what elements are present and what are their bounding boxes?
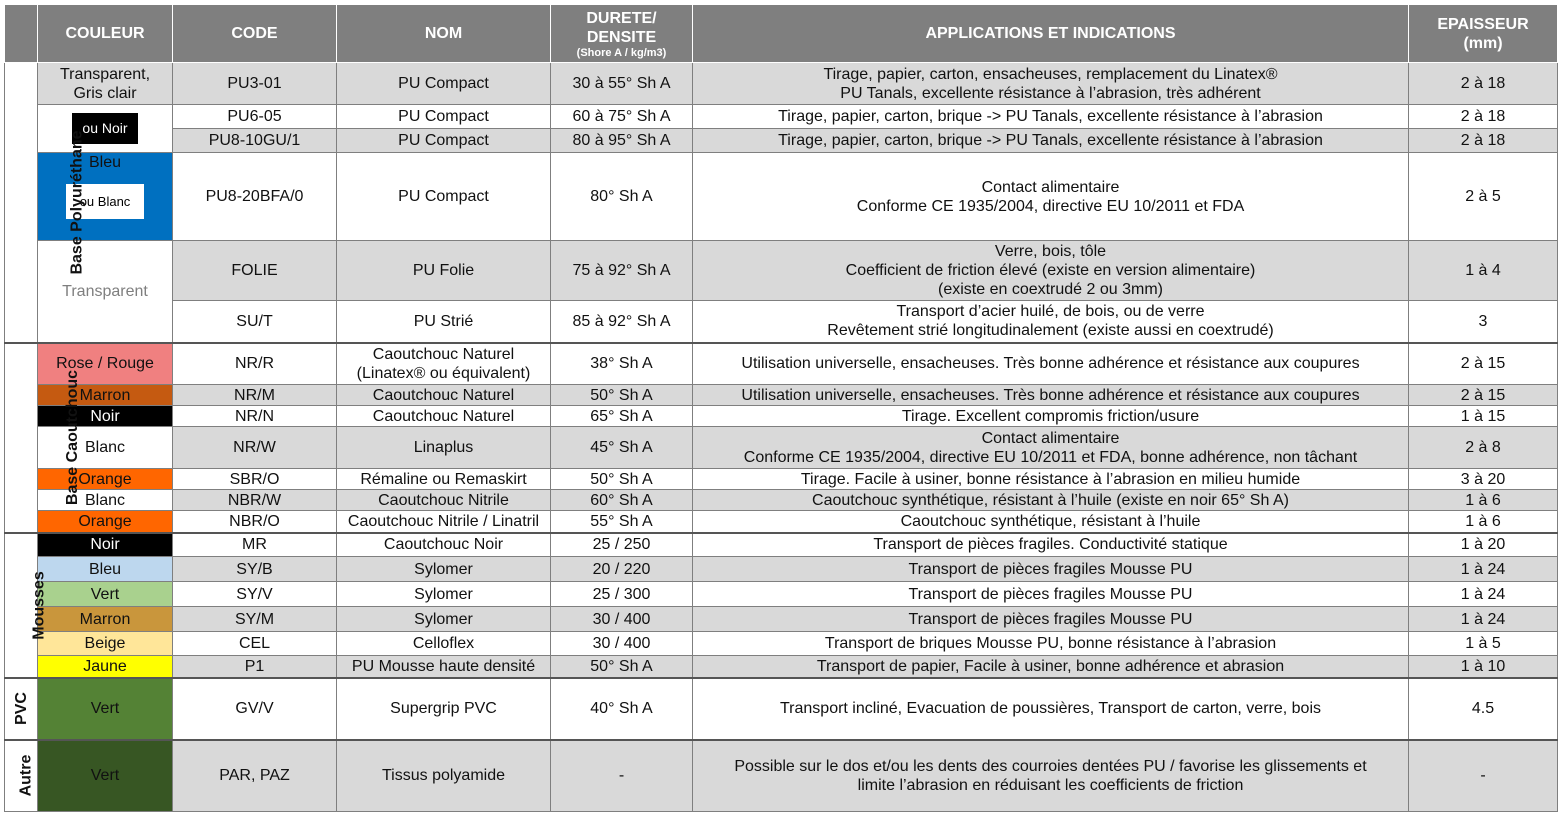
code-cell: SY/B [173,557,337,582]
table-row [5,607,1558,632]
epaisseur-cell: 1 à 6 [1409,511,1558,533]
nom-cell: Caoutchouc Nitrile [337,490,551,511]
header-nom: NOM [337,5,551,63]
code-cell: NR/N [173,406,337,427]
code-cell: MR [173,533,337,557]
epaisseur-cell: 1 à 24 [1409,582,1558,607]
couleur-cell: Marron [38,385,173,406]
header-row [5,5,1558,63]
couleur-cell [38,105,173,153]
nom-cell: Caoutchouc Noir [337,533,551,557]
durete-cell: 60° Sh A [551,490,693,511]
nom-cell: Celloflex [337,632,551,656]
durete-cell: 45° Sh A [551,427,693,469]
color-swatch-blanc: ou Blanc [66,184,145,219]
durete-cell: 50° Sh A [551,385,693,406]
app-cell: Verre, bois, tôle Coefficient de friction élevé (existe en version alimentaire) (existe en coextrudé 2 ou 3mm) [693,241,1409,301]
nom-cell: Caoutchouc Naturel (Linatex® ou équivalent) [337,343,551,385]
couleur-cell: Transparent, Gris clair [38,63,173,105]
app-cell: Contact alimentaire Conforme CE 1935/2004, directive EU 10/2011 et FDA, bonne adhérence, non tâchant [693,427,1409,469]
code-cell: NR/M [173,385,337,406]
couleur-cell: Blanc [38,427,173,469]
durete-cell: 60 à 75° Sh A [551,105,693,129]
nom-cell: Rémaline ou Remaskirt [337,469,551,490]
app-cell: Utilisation universelle, ensacheuses. Très bonne adhérence et résistance aux coupures [693,343,1409,385]
app-cell: Transport de briques Mousse PU, bonne résistance à l’abrasion [693,632,1409,656]
epaisseur-cell: 2 à 8 [1409,427,1558,469]
epaisseur-cell: 1 à 4 [1409,241,1558,301]
app-cell: Tirage, papier, carton, ensacheuses, remplacement du Linatex® PU Tanals, excellente résistance à l’abrasion, très adhérent [693,63,1409,105]
header-durete-line1: DURETE/ [586,9,657,27]
code-cell: SU/T [173,301,337,343]
couleur-cell: Bleu [38,557,173,582]
table-row [5,406,1558,427]
code-cell: PU8-10GU/1 [173,129,337,153]
nom-cell: Caoutchouc Naturel [337,385,551,406]
durete-cell: 40° Sh A [551,678,693,740]
couleur-cell: Marron [38,607,173,632]
app-cell: Transport incliné, Evacuation de poussières, Transport de carton, verre, bois [693,678,1409,740]
table-row [5,533,1558,557]
table-row [5,678,1558,740]
epaisseur-cell: 1 à 5 [1409,632,1558,656]
nom-cell: PU Compact [337,63,551,105]
couleur-cell: Vert [38,678,173,740]
durete-cell: - [551,740,693,812]
app-cell: Transport d’acier huilé, de bois, ou de verre Revêtement strié longitudinalement (existe aussi en coextrudé) [693,301,1409,343]
nom-cell: PU Mousse haute densité [337,656,551,678]
app-cell: Transport de pièces fragiles. Conductivité statique [693,533,1409,557]
table-row [5,241,1558,301]
app-cell: Caoutchouc synthétique, résistant à l’huile (existe en noir 65° Sh A) [693,490,1409,511]
app-cell: Tirage, papier, carton, brique -> PU Tanals, excellente résistance à l’abrasion [693,105,1409,129]
group-label-polyurethane: Base Polyuréthane [5,63,38,343]
header-applications: APPLICATIONS ET INDICATIONS [693,5,1409,63]
header-durete [551,5,693,63]
header-epaisseur-line1: EPAISSEUR [1437,15,1529,33]
group-label-autre: Autre [5,740,38,812]
table-row [5,427,1558,469]
durete-cell: 80° Sh A [551,153,693,241]
table-row [5,632,1558,656]
couleur-cell: Orange [38,469,173,490]
code-cell: SY/V [173,582,337,607]
couleur-cell: Orange [38,511,173,533]
app-cell: Caoutchouc synthétique, résistant à l’huile [693,511,1409,533]
durete-cell: 85 à 92° Sh A [551,301,693,343]
code-cell: SBR/O [173,469,337,490]
app-cell: Contact alimentaire Conforme CE 1935/2004, directive EU 10/2011 et FDA [693,153,1409,241]
table-row [5,63,1558,105]
couleur-cell: Blanc [38,490,173,511]
code-cell: PU8-20BFA/0 [173,153,337,241]
color-swatch-noir: ou Noir [72,113,137,144]
table-row [5,105,1558,129]
durete-cell: 38° Sh A [551,343,693,385]
durete-cell: 30 à 55° Sh A [551,63,693,105]
epaisseur-cell: 4.5 [1409,678,1558,740]
nom-cell: PU Compact [337,153,551,241]
epaisseur-cell: 3 à 20 [1409,469,1558,490]
nom-cell: Caoutchouc Naturel [337,406,551,427]
durete-cell: 50° Sh A [551,656,693,678]
nom-cell: PU Compact [337,129,551,153]
couleur-cell: Noir [38,406,173,427]
table-row [5,129,1558,153]
table-row [5,385,1558,406]
code-cell: PU3-01 [173,63,337,105]
table-row [5,557,1558,582]
epaisseur-cell: 1 à 24 [1409,557,1558,582]
nom-cell: Tissus polyamide [337,740,551,812]
header-couleur: COULEUR [38,5,173,63]
code-cell: NR/W [173,427,337,469]
epaisseur-cell: 2 à 15 [1409,343,1558,385]
group-label-caoutchouc: Base Caoutchouc [5,343,38,533]
nom-cell: Linaplus [337,427,551,469]
durete-cell: 80 à 95° Sh A [551,129,693,153]
header-epaisseur-line2: (mm) [1463,34,1503,52]
nom-cell: Sylomer [337,607,551,632]
epaisseur-cell: 2 à 18 [1409,63,1558,105]
table-row [5,511,1558,533]
couleur-bleu-text: Bleu [88,154,122,171]
durete-cell: 65° Sh A [551,406,693,427]
header-code: CODE [173,5,337,63]
header-durete-sub: (Shore A / kg/m3) [576,46,667,59]
durete-cell: 25 / 250 [551,533,693,557]
table-row [5,153,1558,241]
epaisseur-cell: - [1409,740,1558,812]
epaisseur-cell: 1 à 20 [1409,533,1558,557]
epaisseur-cell: 1 à 24 [1409,607,1558,632]
app-cell: Tirage. Excellent compromis friction/usure [693,406,1409,427]
nom-cell: Supergrip PVC [337,678,551,740]
app-cell: Transport de pièces fragiles Mousse PU [693,582,1409,607]
app-cell: Tirage, papier, carton, brique -> PU Tanals, excellente résistance à l’abrasion [693,129,1409,153]
couleur-cell-bleu [38,153,173,241]
nom-cell: Sylomer [337,557,551,582]
epaisseur-cell: 1 à 10 [1409,656,1558,678]
code-cell: NBR/W [173,490,337,511]
app-cell: Tirage. Facile à usiner, bonne résistance à l’abrasion en milieu humide [693,469,1409,490]
table-row [5,740,1558,812]
code-cell: FOLIE [173,241,337,301]
header-durete-line2: DENSITE [586,28,657,46]
nom-cell: PU Compact [337,105,551,129]
code-cell: PU6-05 [173,105,337,129]
durete-cell: 30 / 400 [551,607,693,632]
durete-cell: 55° Sh A [551,511,693,533]
nom-cell: PU Strié [337,301,551,343]
durete-cell: 20 / 220 [551,557,693,582]
table-row [5,582,1558,607]
epaisseur-cell: 3 [1409,301,1558,343]
epaisseur-cell: 1 à 15 [1409,406,1558,427]
table-row [5,656,1558,678]
epaisseur-cell: 2 à 15 [1409,385,1558,406]
belt-coating-table [4,4,1558,812]
code-cell: CEL [173,632,337,656]
table-row [5,469,1558,490]
table-row [5,343,1558,385]
header-epaisseur [1409,5,1558,63]
code-cell: NR/R [173,343,337,385]
group-label-mousses: Mousses [5,533,38,678]
durete-cell: 25 / 300 [551,582,693,607]
couleur-cell: Jaune [38,656,173,678]
durete-cell: 30 / 400 [551,632,693,656]
nom-cell: Caoutchouc Nitrile / Linatril [337,511,551,533]
group-label-pvc: PVC [5,678,38,740]
code-cell: GV/V [173,678,337,740]
app-cell: Transport de papier, Facile à usiner, bonne adhérence et abrasion [693,656,1409,678]
code-cell: NBR/O [173,511,337,533]
epaisseur-cell: 1 à 6 [1409,490,1558,511]
nom-cell: PU Folie [337,241,551,301]
epaisseur-cell: 2 à 5 [1409,153,1558,241]
app-cell: Transport de pièces fragiles Mousse PU [693,557,1409,582]
app-cell: Utilisation universelle, ensacheuses. Très bonne adhérence et résistance aux coupures [693,385,1409,406]
epaisseur-cell: 2 à 18 [1409,105,1558,129]
table-row [5,490,1558,511]
couleur-cell: Rose / Rouge [38,343,173,385]
table-row [5,301,1558,343]
nom-cell: Sylomer [337,582,551,607]
couleur-cell: Vert [38,740,173,812]
durete-cell: 75 à 92° Sh A [551,241,693,301]
code-cell: PAR, PAZ [173,740,337,812]
epaisseur-cell: 2 à 18 [1409,129,1558,153]
code-cell: P1 [173,656,337,678]
couleur-cell: Noir [38,533,173,557]
durete-cell: 50° Sh A [551,469,693,490]
couleur-cell: Vert [38,582,173,607]
code-cell: SY/M [173,607,337,632]
couleur-cell: Beige [38,632,173,656]
couleur-cell: Transparent [38,241,173,343]
app-cell: Transport de pièces fragiles Mousse PU [693,607,1409,632]
app-cell: Possible sur le dos et/ou les dents des courroies dentées PU / favorise les glissements et limite l’abrasion en réduisant les coefficients de friction [693,740,1409,812]
header-group-corner [5,5,38,63]
